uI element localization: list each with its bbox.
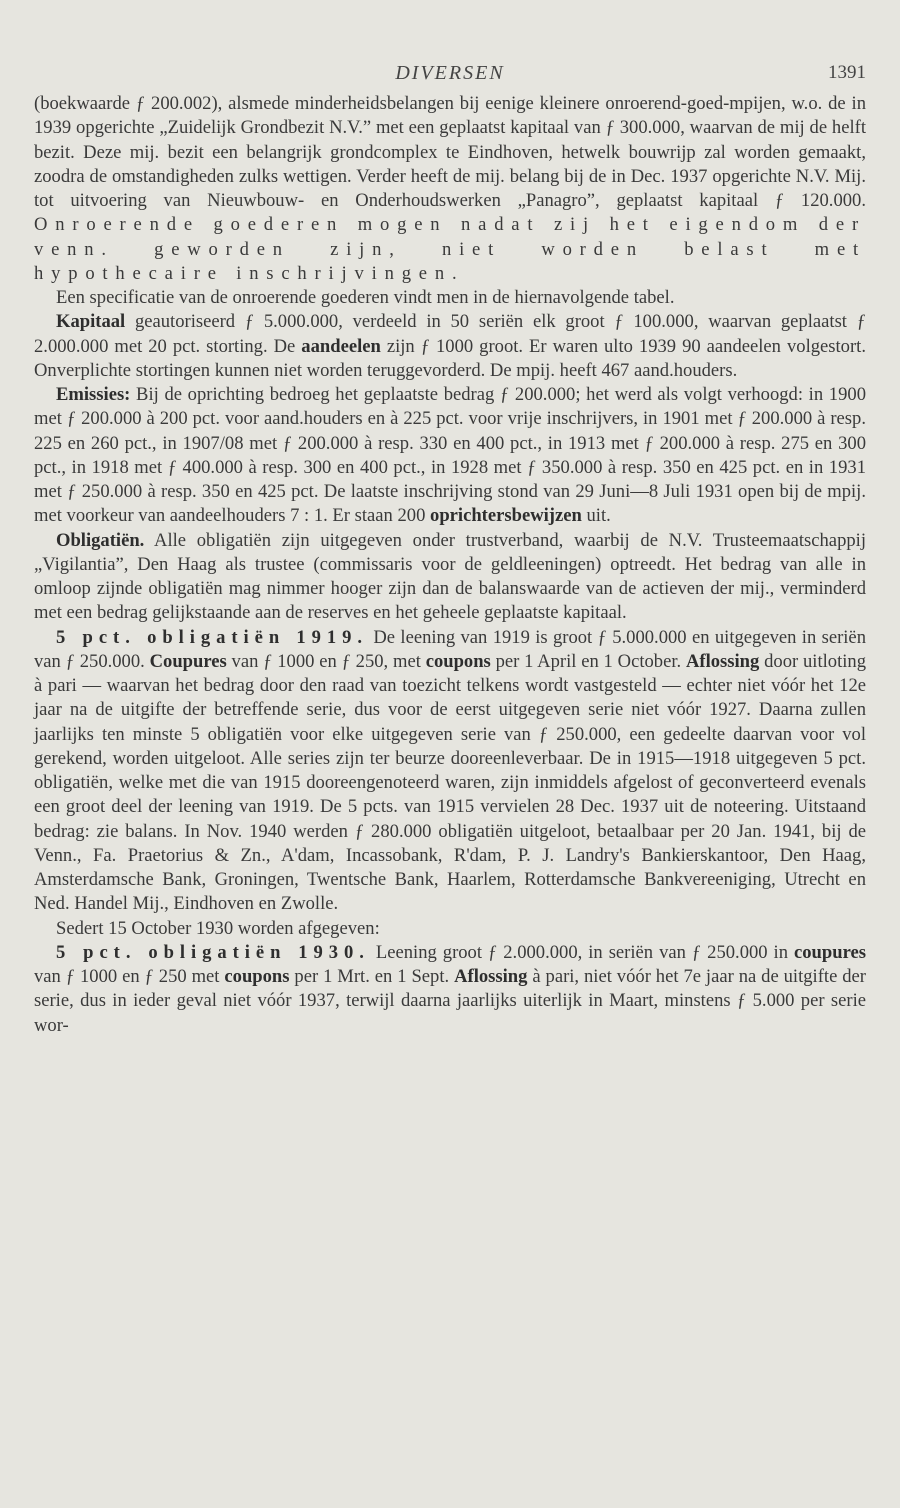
text-run: (boekwaarde ƒ 200.002), alsmede minderheidsbelangen bij eenige kleinere onroerend-goed-mpijen, w.o. de in 1939 opgerichte „Zuidelijk Grondbezit N.V.” met een geplaatst kapitaal van ƒ 300.000, waarvan de mij de helft bezit. Deze mij. bezit een belangrijk grondcomplex te Eindhoven, hetwelk bouwrijp zal worden gemaakt, zoodra de omstandigheden zulks wettigen. Verder heeft de mij. belang bij de in Dec. 1937 opgerichte N.V. Mij. tot uitvoering van Nieuwbouw- en Onderhoudswerken „Panagro”, geplaatst kapitaal ƒ 120.000. bbox=[34, 93, 866, 211]
paragraph bbox=[34, 941, 866, 1038]
emphasized-text: Coupures bbox=[149, 650, 227, 672]
text-run: van ƒ 1000 en ƒ 250, met bbox=[226, 650, 426, 672]
document-page bbox=[34, 58, 866, 1038]
text-run: Alle obligatiën zijn uitgegeven onder trustverband, waarbij de N.V. Trusteemaatschappij „Vigilantia”, Den Haag als trustee (commissaris voor de geldleeningen) optreedt. Het bedrag van alle in omloop zijnde obligatiën mag nimmer hooger zijn dan de balanswaarde van de actieven der mij., verminderd met een bedrag gelijkstaande aan de reserves en het geheele geplaatste kapitaal. bbox=[34, 529, 866, 624]
text-run: De leening van 1919 is groot ƒ 5.000.000 en uitgegeven in seriën van ƒ 250.000. bbox=[34, 626, 866, 672]
emphasized-text: coupons bbox=[425, 650, 491, 672]
emphasized-text: Obligatiën. bbox=[56, 529, 145, 551]
emphasized-text: Aflossing bbox=[685, 650, 760, 672]
text-run: zijn ƒ 1000 groot. Er waren ulto 1939 90 aandeelen volgestort. Onverplichte stortingen kunnen niet worden teruggevorderd. De mpij. heeft 467 aand.houders. bbox=[34, 335, 866, 381]
emphasized-text: Kapitaal bbox=[56, 311, 126, 333]
page-number: 1391 bbox=[828, 62, 866, 83]
text-run: Bij de oprichting bedroeg het geplaatste bedrag ƒ 200.000; het werd als volgt verhoogd: in 1900 met ƒ 200.000 à 200 pct. voor aand.houders en à 225 pct. voor vrije inschrijvers, in 1901 met ƒ 200.000 à resp. 225 en 260 pct., in 1907/08 met ƒ 200.000 à resp. 330 en 400 pct., in 1913 met ƒ 200.000 à resp. 275 en 300 pct., in 1918 met ƒ 400.000 à resp. 300 en 400 pct., in 1928 met ƒ 350.000 à resp. 350 en 425 pct. en in 1931 met ƒ 250.000 à resp. 350 en 425 pct. De laatste inschrijving stond van 29 Juni—8 Juli 1931 open bij de mpij. met voorkeur van aandeelhouders 7 : 1. Er staan 200 bbox=[34, 384, 866, 527]
running-title: DIVERSEN bbox=[395, 62, 505, 84]
emphasized-text: coupons bbox=[224, 966, 290, 987]
body-text bbox=[34, 92, 866, 1038]
emphasized-text: Onroerende goederen mogen nadat zij het eigendom der venn. geworden zijn, niet worden belast met hypothecaire inschrijvingen. bbox=[34, 214, 866, 284]
text-run: Sedert 15 October 1930 worden afgegeven: bbox=[56, 917, 380, 939]
paragraph bbox=[34, 286, 866, 310]
paragraph bbox=[34, 626, 866, 917]
text-run: geautoriseerd ƒ 5.000.000, verdeeld in 50 seriën elk groot ƒ 100.000, waarvan geplaatst ƒ 2.000.000 met 20 pct. storting. De bbox=[34, 311, 866, 357]
paragraph bbox=[34, 92, 866, 286]
paragraph bbox=[34, 917, 866, 941]
text-run: van ƒ 1000 en ƒ 250 met bbox=[34, 966, 225, 987]
paragraph bbox=[34, 310, 866, 383]
text-run: Een specificatie van de onroerende goederen vindt men in de hiernavolgende tabel. bbox=[56, 287, 675, 308]
text-run: per 1 Mrt. en 1 Sept. bbox=[289, 966, 455, 987]
paragraph bbox=[34, 529, 866, 626]
emphasized-text: aandeelen bbox=[301, 335, 381, 357]
emphasized-text: oprichtersbewijzen bbox=[430, 505, 582, 527]
emphasized-text: Aflossing bbox=[454, 966, 528, 987]
emphasized-text: Emissies: bbox=[56, 384, 131, 405]
text-run: per 1 April en 1 October. bbox=[490, 650, 686, 672]
emphasized-text: 5 pct. obligatiën 1930. bbox=[56, 941, 370, 963]
emphasized-text: coupures bbox=[794, 941, 866, 963]
text-run: à pari, niet vóór het 7e jaar na de uitgifte der serie, dus in ieder geval niet vóór 1937, terwijl daarna jaarlijks uiterlijk in Maart, minstens ƒ 5.000 per serie wor- bbox=[34, 966, 866, 1036]
page-header bbox=[34, 58, 866, 92]
text-run: door uitloting à pari — waarvan het bedrag door den raad van toezicht telkens wordt vastgesteld — echter niet vóór het 12e jaar na de uitgifte der betreffende serie, dus voor de eerst uitgegeven serie niet vóór 1927. Daarna zullen jaarlijks ten minste 5 obligatiën voor elke uitgegeven serie van ƒ 250.000, een gedeelte daarvan voor vol gerekend, worden uitgeloot. Alle series zijn ter beurze dooreenleverbaar. De in 1915—1918 uitgegeven 5 pct. obligatiën, welke met die van 1915 dooreengenoteerd waren, zijn inmiddels afgelost of geconverteerd evenals een groot deel der leening van 1919. De 5 pcts. van 1915 vervielen 28 Dec. 1937 uit de noteering. Uitstaand bedrag: zie balans. In Nov. 1940 werden ƒ 280.000 obligatiën uitgeloot, betaalbaar per 20 Jan. 1941, bij de Venn., Fa. Praetorius & Zn., A'dam, Incassobank, R'dam, P. J. Landry's Bankierskantoor, Den Haag, Amsterdamsche Bank, Groningen, Twentsche Bank, Haarlem, Rotterdamsche Bankvereeniging, Utrecht en Ned. Handel Mij., Eindhoven en Zwolle. bbox=[34, 650, 866, 915]
paragraph bbox=[34, 383, 866, 529]
emphasized-text: 5 pct. obligatiën 1919. bbox=[56, 626, 369, 648]
text-run: Leening groot ƒ 2.000.000, in seriën van ƒ 250.000 in bbox=[369, 941, 794, 963]
text-run: uit. bbox=[581, 505, 611, 527]
